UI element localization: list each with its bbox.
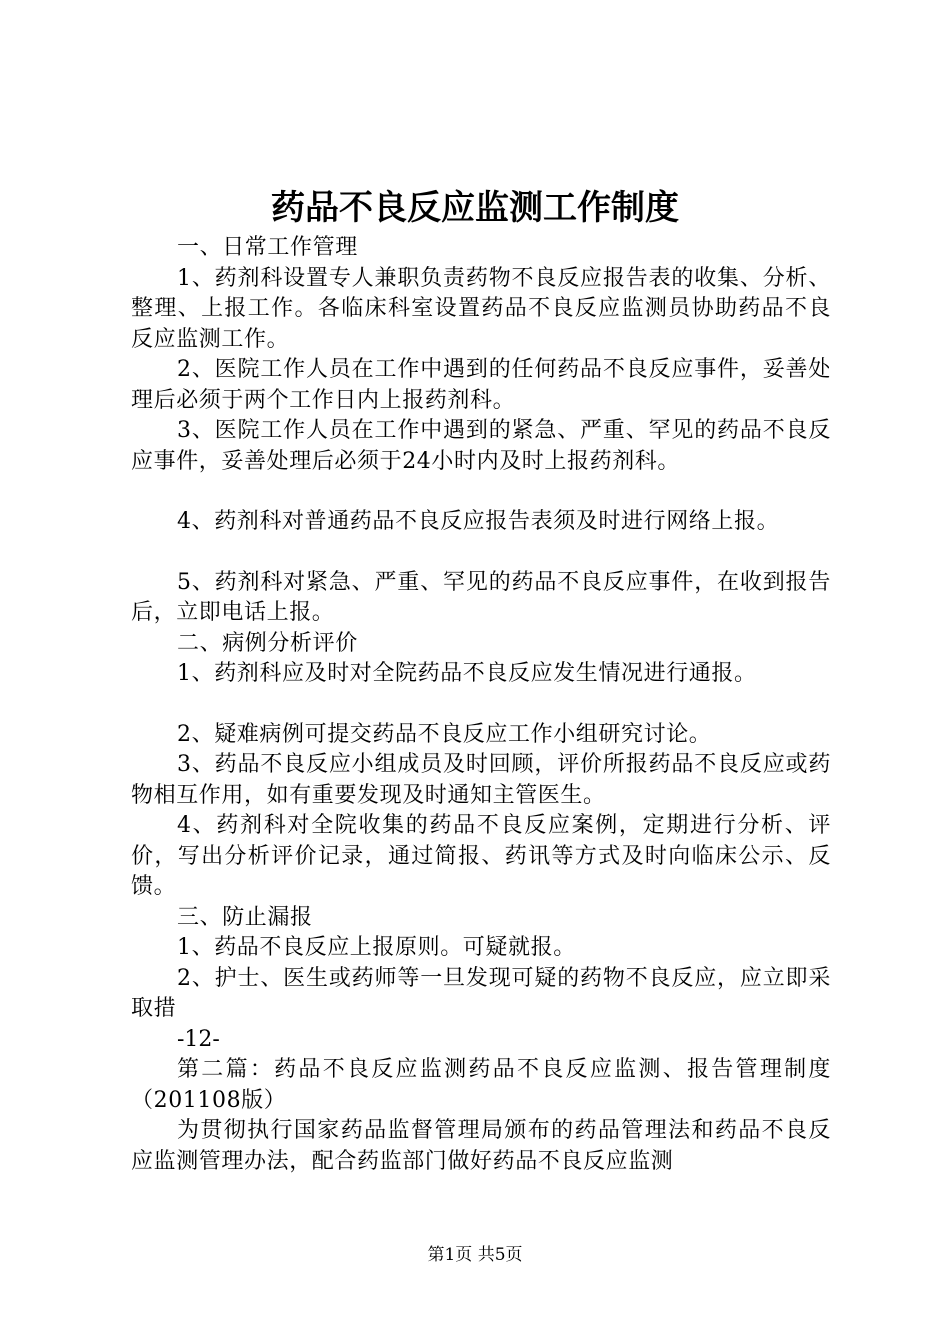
paragraph: 4、药剂科对普通药品不良反应报告表须及时进行网络上报。 [177, 509, 780, 534]
document-title: 药品不良反应监测工作制度 [271, 188, 679, 228]
paragraph: 2、疑难病例可提交药品不良反应工作小组研究讨论。 [177, 721, 712, 747]
paragraph: 5、药剂科对紧急、严重、罕见的药品不良反应事件，在收到报告后，立即电话上报。 [131, 569, 831, 625]
section-heading: 三、防止漏报 [177, 904, 313, 930]
paragraph: 为贯彻执行国家药品监督管理局颁布的药品管理法和药品不良反应监测管理办法，配合药监部门做好药品不良反应监测 [131, 1118, 831, 1174]
paragraph: 1、药剂科应及时对全院药品不良反应发生情况进行通报。 [177, 661, 757, 686]
paragraph: 1、药品不良反应上报原则。可疑就报。 [177, 935, 576, 960]
paragraph: 4、药剂科对全院收集的药品不良反应案例，定期进行分析、评价，写出分析评价记录，通过简报、药讯等方式及时向临床公示、反馈。 [131, 813, 831, 899]
paragraph: 3、医院工作人员在工作中遇到的紧急、严重、罕见的药品不良反应事件，妥善处理后必须于24小时内及时上报药剂科。 [131, 418, 831, 474]
section-heading: 一、日常工作管理 [177, 235, 358, 260]
paragraph: 2、医院工作人员在工作中遇到的任何药品不良反应事件，妥善处理后必须于两个工作日内上报药剂科。 [131, 357, 831, 413]
paragraph: 1、药剂科设置专人兼职负责药物不良反应报告表的收集、分析、整理、上报工作。各临床科室设置药品不良反应监测员协助药品不良反应监测工作。 [131, 265, 831, 352]
document-body [131, 233, 831, 1177]
page-footer: 第1页 共5页 [427, 1245, 523, 1265]
paragraph: 3、药品不良反应小组成员及时回顾，评价所报药品不良反应或药物相互作用，如有重要发现及时通知主管医生。 [131, 752, 831, 808]
paragraph: 第二篇：药品不良反应监测药品不良反应监测、报告管理制度（201108版） [131, 1057, 831, 1113]
section-heading: 二、病例分析评价 [177, 630, 358, 656]
inline-page-number: -12- [177, 1026, 220, 1052]
paragraph: 2、护士、医生或药师等一旦发现可疑的药物不良反应，应立即采取措 [131, 965, 831, 1021]
